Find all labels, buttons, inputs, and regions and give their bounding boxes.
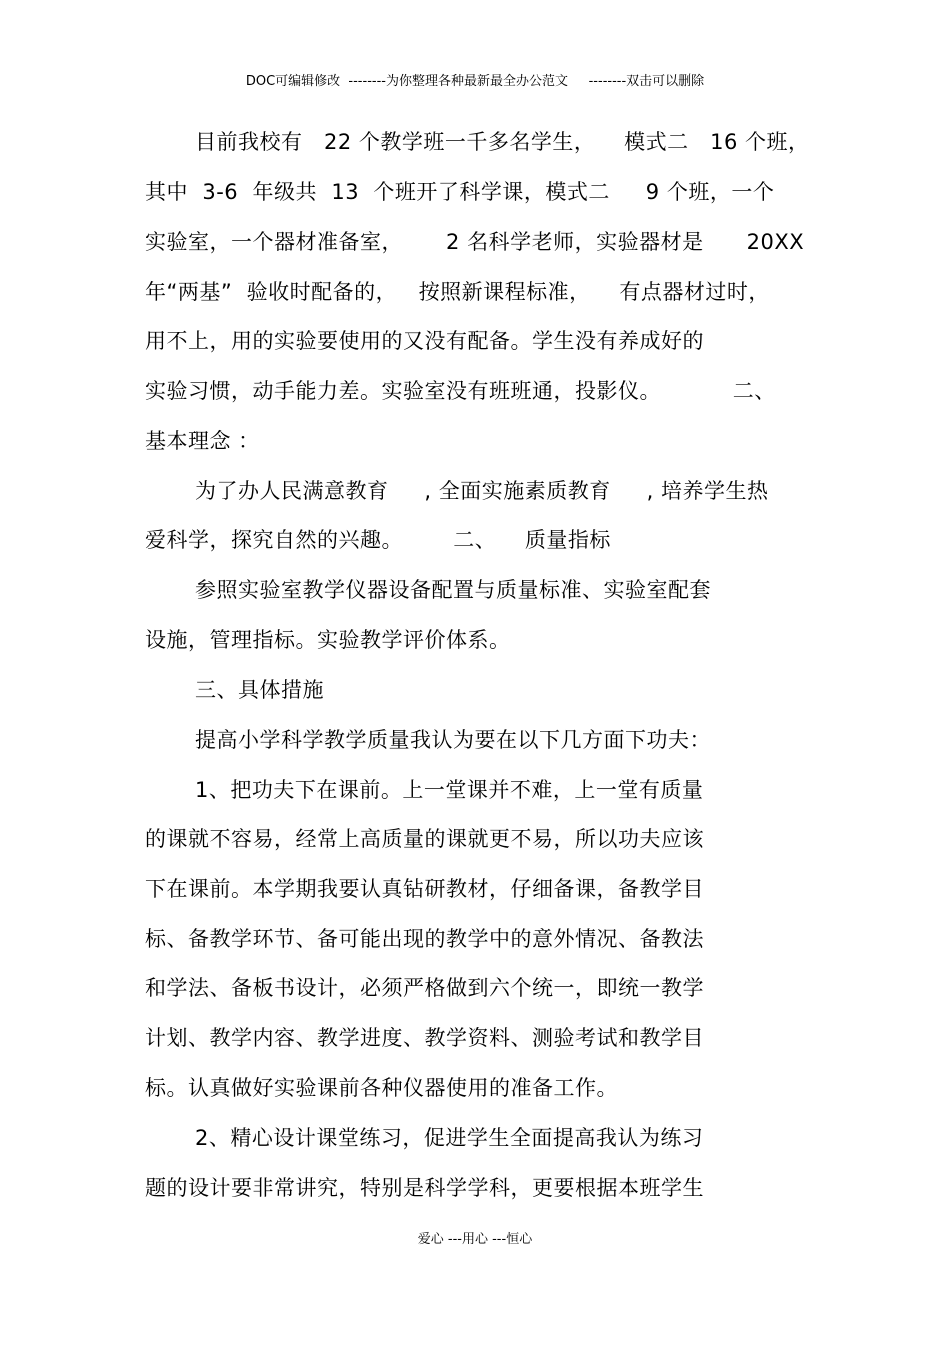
body-line: 基本理念 ：	[145, 429, 260, 453]
body-line: 计划、教学内容、教学进度、教学资料、测验考试和教学目	[145, 1026, 704, 1050]
section-heading: 三、具体措施	[195, 678, 324, 702]
body-line: 题的设计要非常讲究，特别是科学学科，更要根据本班学生	[145, 1176, 704, 1200]
document-footer: 爱心 ---用心 ---恒心	[417, 1232, 533, 1247]
body-line: 和学法、备板书设计，必须严格做到六个统一，即统一教学	[145, 976, 704, 1000]
body-line: 下在课前。本学期我要认真钻研教材，仔细备课，备教学目	[145, 877, 704, 901]
document-header: DOC可编辑修改 --------为你整理各种最新最全办公范文 --------双击可以删除	[245, 74, 705, 89]
body-line: 用不上，用的实验要使用的又没有配备。学生没有养成好的	[145, 329, 704, 353]
body-line: 实验室，一个器材准备室， 2 名科学老师，实验器材是 20XX	[145, 230, 805, 254]
body-line: 为了办人民满意教育 , 全面实施素质教育 , 培养学生热	[195, 479, 769, 503]
body-line: 参照实验室教学仪器设备配置与质量标准、实验室配套	[195, 578, 711, 602]
body-line: 2、精心设计课堂练习，促进学生全面提高我认为练习	[195, 1126, 704, 1150]
body-line: 年“两基” 验收时配备的， 按照新课程标准， 有点器材过时，	[145, 280, 770, 304]
body-line: 1、把功夫下在课前。上一堂课并不难，上一堂有质量	[195, 778, 704, 802]
body-line: 提高小学科学教学质量我认为要在以下几方面下功夫：	[195, 728, 711, 752]
body-line: 设施，管理指标。实验教学评价体系。	[145, 628, 511, 652]
body-line: 标、备教学环节、备可能出现的教学中的意外情况、备教法	[145, 927, 704, 951]
body-line: 爱科学，探究自然的兴趣。 二、 质量指标	[145, 528, 611, 552]
body-line: 实验习惯，动手能力差。实验室没有班班通，投影仪。 二、	[145, 379, 776, 403]
body-line: 标。认真做好实验课前各种仪器使用的准备工作。	[145, 1076, 618, 1100]
body-line: 目前我校有 22 个教学班一千多名学生， 模式二 16 个班，	[195, 130, 810, 154]
body-line: 其中 3-6 年级共 13 个班开了科学课，模式二 9 个班，一个	[145, 180, 775, 204]
body-line: 的课就不容易，经常上高质量的课就更不易，所以功夫应该	[145, 827, 704, 851]
